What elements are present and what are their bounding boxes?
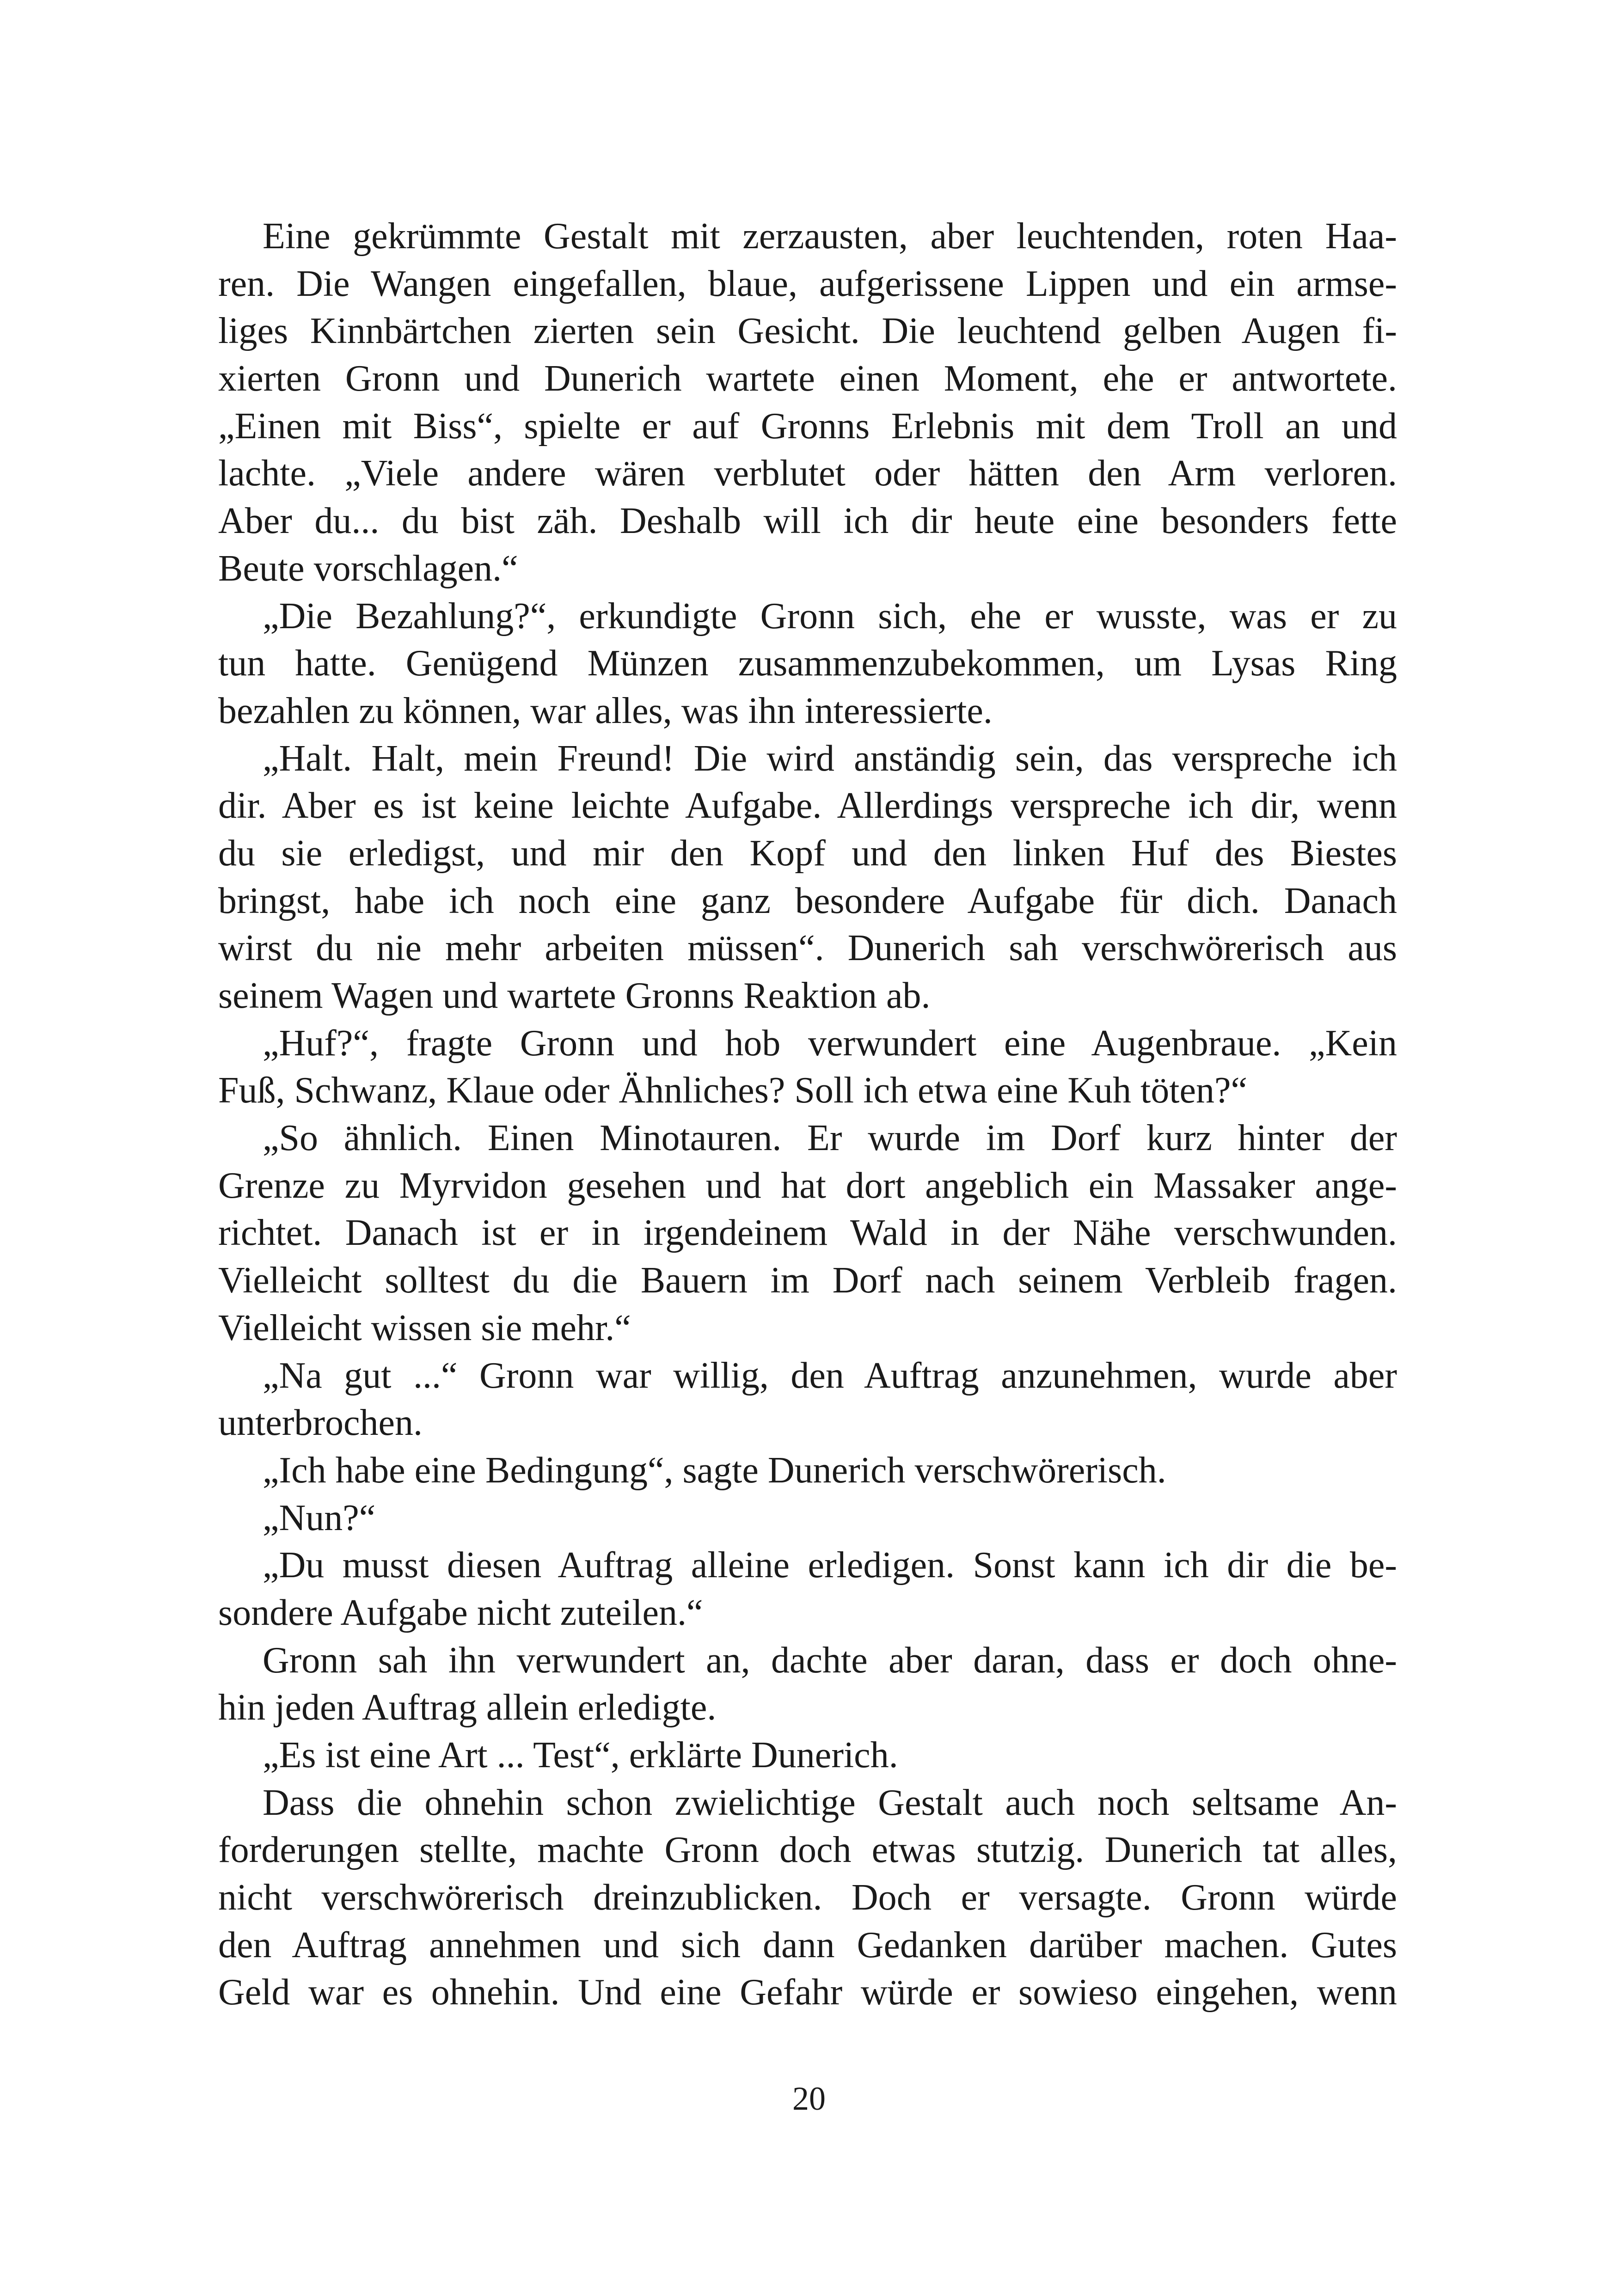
page-number: 20 xyxy=(792,2080,826,2117)
text-line: „Nun?“ xyxy=(263,1497,376,1538)
text-line: unterbrochen. xyxy=(218,1402,423,1444)
text-line: hin jeden Auftrag allein erledigte. xyxy=(218,1687,717,1728)
text-line: ren. Die Wangen eingefallen, blaue, aufgerissene Lippen und ein armse- xyxy=(218,263,1397,304)
text-line: du sie erledigst, und mir den Kopf und den linken Huf des Biestes xyxy=(218,833,1397,874)
text-line: Grenze zu Myrvidon gesehen und hat dort angeblich ein Massaker ange- xyxy=(218,1165,1397,1206)
text-line: „Du musst diesen Auftrag alleine erledigen. Sonst kann ich dir die be- xyxy=(263,1545,1397,1586)
text-line: forderungen stellte, machte Gronn doch etwas stutzig. Dunerich tat alles, xyxy=(218,1830,1397,1871)
text-line: tun hatte. Genügend Münzen zusammenzubekommen, um Lysas Ring xyxy=(218,643,1397,684)
text-line: wirst du nie mehr arbeiten müssen“. Dunerich sah verschwörerisch aus xyxy=(218,928,1397,969)
text-line: dir. Aber es ist keine leichte Aufgabe. Allerdings verspreche ich dir, wenn xyxy=(218,785,1397,827)
text-line: „Es ist eine Art ... Test“, erklärte Dunerich. xyxy=(263,1735,898,1776)
text-line: xierten Gronn und Dunerich wartete einen Moment, ehe er antwortete. xyxy=(218,358,1397,399)
text-line: Fuß, Schwanz, Klaue oder Ähnliches? Soll ich etwa eine Kuh töten?“ xyxy=(218,1070,1248,1111)
text-line: Eine gekrümmte Gestalt mit zerzausten, aber leuchtenden, roten Haa- xyxy=(263,216,1397,257)
text-line: „So ähnlich. Einen Minotauren. Er wurde im Dorf kurz hinter der xyxy=(263,1118,1397,1159)
text-line: Aber du... du bist zäh. Deshalb will ich dir heute eine besonders fette xyxy=(218,501,1397,542)
text-line: Vielleicht wissen sie mehr.“ xyxy=(218,1307,631,1348)
text-line: liges Kinnbärtchen zierten sein Gesicht. Die leuchtend gelben Augen fi- xyxy=(218,311,1397,352)
text-line: richtet. Danach ist er in irgendeinem Wald in der Nähe verschwunden. xyxy=(218,1212,1397,1254)
text-line: Beute vorschlagen.“ xyxy=(218,548,518,589)
text-line: den Auftrag annehmen und sich dann Gedanken darüber machen. Gutes xyxy=(218,1924,1397,1965)
text-line: „Die Bezahlung?“, erkundigte Gronn sich, ehe er wusste, was er zu xyxy=(263,595,1397,637)
text-line: sondere Aufgabe nicht zuteilen.“ xyxy=(218,1592,703,1633)
text-line: „Einen mit Biss“, spielte er auf Gronns Erlebnis mit dem Troll an und xyxy=(218,405,1397,447)
text-line: lachte. „Viele andere wären verblutet oder hätten den Arm verloren. xyxy=(218,453,1397,494)
text-line: seinem Wagen und wartete Gronns Reaktion ab. xyxy=(218,975,931,1016)
text-line: „Na gut ...“ Gronn war willig, den Auftrag anzunehmen, wurde aber xyxy=(263,1355,1397,1396)
text-line: „Huf?“, fragte Gronn und hob verwundert eine Augenbraue. „Kein xyxy=(263,1022,1397,1064)
text-line: „Ich habe eine Bedingung“, sagte Dunerich verschwörerisch. xyxy=(263,1450,1166,1491)
text-line: bezahlen zu können, war alles, was ihn interessierte. xyxy=(218,690,993,731)
text-line: Geld war es ohnehin. Und eine Gefahr würde er sowieso eingehen, wenn xyxy=(218,1972,1397,2013)
text-line: nicht verschwörerisch dreinzublicken. Doch er versagte. Gronn würde xyxy=(218,1877,1397,1918)
text-line: bringst, habe ich noch eine ganz besondere Aufgabe für dich. Danach xyxy=(218,880,1397,921)
text-line: Vielleicht solltest du die Bauern im Dorf nach seinem Verbleib fragen. xyxy=(218,1260,1397,1301)
text-line: Dass die ohnehin schon zwielichtige Gestalt auch noch seltsame An- xyxy=(263,1782,1397,1823)
text-line: Gronn sah ihn verwundert an, dachte aber daran, dass er doch ohne- xyxy=(263,1640,1397,1681)
body-text xyxy=(218,213,1397,2016)
text-line: „Halt. Halt, mein Freund! Die wird anständig sein, das verspreche ich xyxy=(263,738,1397,779)
